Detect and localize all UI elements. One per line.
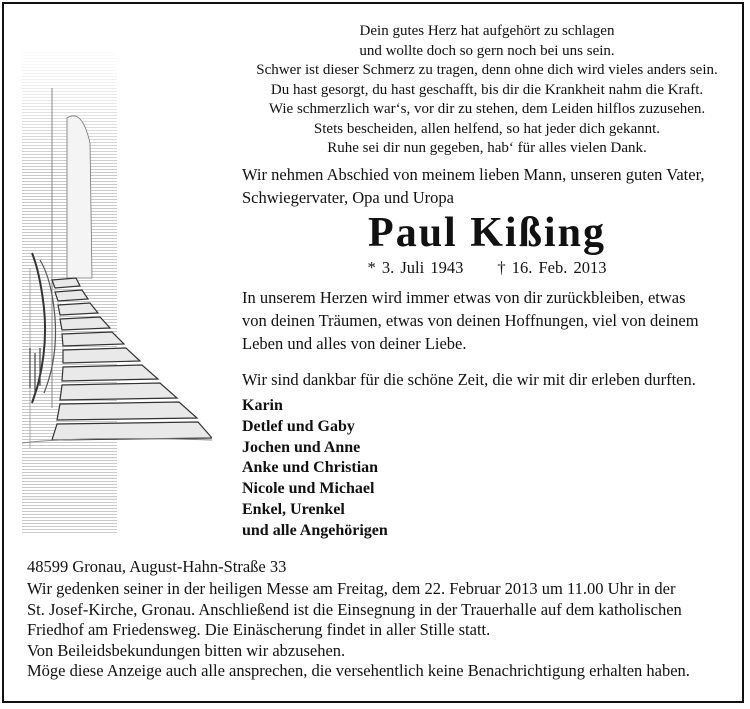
mourners-list xyxy=(242,396,642,542)
mourner-name: Enkel, Urenkel xyxy=(242,500,345,518)
quote-line: In unserem Herzen wird immer etwas von dir zurückbleiben, etwas xyxy=(242,288,686,307)
service-line: Von Beileidsbekundungen bitten wir abzusehen. xyxy=(27,640,346,660)
mourner-name: Anke und Christian xyxy=(242,459,379,477)
staircase-illustration xyxy=(22,48,212,533)
service-line: Friedhof am Friedensweg. Die Einäscherung findet in aller Stille statt. xyxy=(27,620,491,639)
quote-line: Leben und alles von deiner Liebe. xyxy=(242,334,467,353)
poem-line: Schwer ist dieser Schmerz zu tragen, denn ohne dich wird vieles anders sein. xyxy=(256,62,718,78)
mourner-name: Karin xyxy=(242,397,283,414)
quote-line: von deinen Träumen, etwas von deinen Hoffnungen, viel von deinem xyxy=(242,311,699,330)
birth-date: * 3. Juli 1943 xyxy=(367,258,464,277)
mourner-name: Detlef und Gaby xyxy=(242,417,355,435)
intro-line: Wir nehmen Abschied von meinem lieben Mann, unseren guten Vater, xyxy=(242,165,705,184)
family-address: 48599 Gronau, August-Hahn-Straße 33 xyxy=(27,557,287,576)
death-date: † 16. Feb. 2013 xyxy=(497,258,607,277)
mourner-name: Jochen und Anne xyxy=(242,438,361,456)
service-line: St. Josef-Kirche, Gronau. Anschließend ist die Einsegnung in der Trauerhalle auf dem katholischen xyxy=(27,599,682,619)
life-dates xyxy=(242,258,732,278)
poem-line: Du hast gesorgt, du hast geschafft, bis dir die Krankheit nahm die Kraft. xyxy=(270,81,704,98)
poem-line: und wollte doch so gern noch bei uns sein. xyxy=(359,42,615,59)
memorial-quote xyxy=(242,286,724,355)
service-line: Möge diese Anzeige auch alle ansprechen, die versehentlich keine Benachrichtigung erhalten haben. xyxy=(27,661,690,680)
mourner-name: und alle Angehörigen xyxy=(242,521,388,539)
intro-line: Schwiegervater, Opa und Uropa xyxy=(242,188,454,207)
thanks-line: Wir sind dankbar für die schöne Zeit, die wir mit dir erleben durften. xyxy=(242,370,696,389)
poem-line: Ruhe sei dir nun gegeben, hab‘ für alles vielen Dank. xyxy=(327,140,647,156)
farewell-intro xyxy=(242,163,732,209)
poem xyxy=(232,22,742,159)
poem-line: Dein gutes Herz hat aufgehört zu schlagen xyxy=(359,23,615,39)
service-line: Wir gedenken seiner in der heiligen Messe am Freitag, dem 22. Februar 2013 um 11.00 Uhr in der xyxy=(27,579,676,598)
poem-line: Wie schmerzlich war‘s, vor dir zu stehen, dem Leiden hilflos zuzusehen. xyxy=(268,101,706,117)
service-details xyxy=(27,579,724,682)
mourner-name: Nicole und Michael xyxy=(242,480,375,498)
deceased-name: Paul Kißing xyxy=(368,210,606,256)
poem-line: Stets bescheiden, allen helfend, so hat jeder dich gekannt. xyxy=(313,120,661,137)
